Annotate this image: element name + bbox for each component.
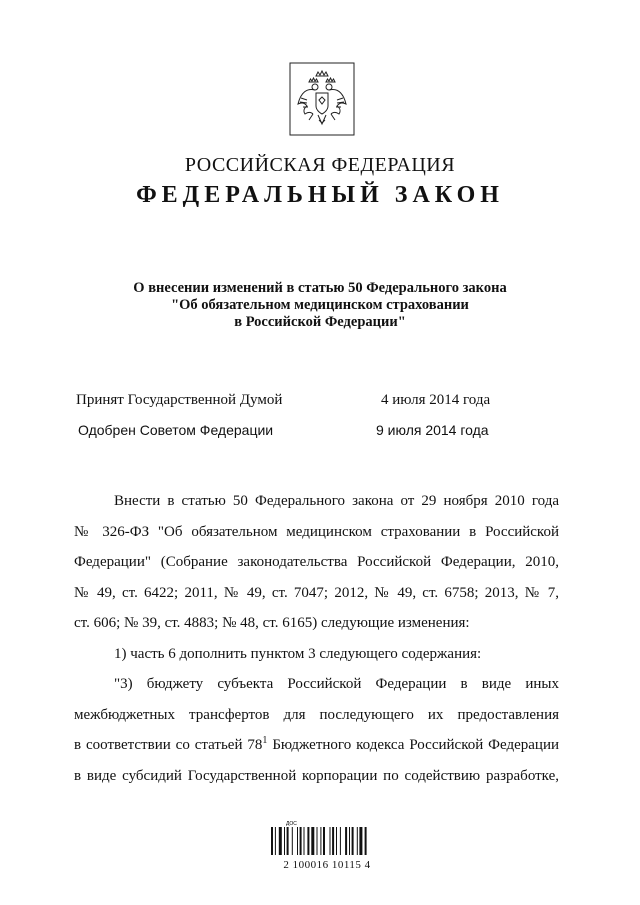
body-line: ст. 606; № 39, ст. 4883; № 48, ст. 6165) следующие изменения: xyxy=(74,615,470,631)
body-line: межбюджетных трансфертов для последующего их предоставления xyxy=(74,706,559,723)
barcode-number: 2 100016 10115 4 xyxy=(283,859,371,871)
body-line: Федерации" (Собрание законодательства Российской Федерации, 2010, xyxy=(74,554,559,570)
barcode-bar xyxy=(345,827,347,855)
barcode-bar xyxy=(287,827,289,855)
superscript-mark: 1 xyxy=(262,735,268,746)
barcode-bar xyxy=(307,827,309,855)
barcode-bar xyxy=(275,827,276,855)
law-title-line: "Об обязательном медицинском страховании xyxy=(171,297,469,313)
body-line-part: Бюджетного кодекса Российской Федерации xyxy=(267,737,559,753)
body-line-part: в соответствии со статьей 78 xyxy=(74,737,263,753)
body-line xyxy=(74,730,559,761)
law-title-line: О внесении изменений в статью 50 Федерального закона xyxy=(133,280,507,296)
barcode-bar xyxy=(304,827,305,855)
barcode-bar xyxy=(300,827,302,855)
law-title xyxy=(0,280,640,331)
barcode-bar xyxy=(336,827,337,855)
body-line: в виде субсидий Государственной корпорации по содействию разработке, xyxy=(74,767,559,784)
barcode-bar xyxy=(297,827,298,855)
barcode-bar xyxy=(284,827,285,855)
barcode-bar xyxy=(349,827,350,855)
body-line: 1) часть 6 дополнить пунктом 3 следующего содержания: xyxy=(114,645,482,662)
barcode-bar xyxy=(365,827,367,855)
body-line: Внести в статью 50 Федерального закона от 29 ноября 2010 года xyxy=(114,493,559,509)
barcode-bar xyxy=(359,827,362,855)
barcode-bar xyxy=(332,827,334,855)
barcode-bar xyxy=(352,827,354,855)
law-title-line: в Российской Федерации" xyxy=(234,314,406,330)
barcode xyxy=(270,820,382,856)
adopted-by-duma-date: 4 июля 2014 года xyxy=(381,392,491,408)
approved-by-council-label: Одобрен Советом Федерации xyxy=(78,422,274,438)
barcode-bar xyxy=(317,827,318,855)
barcode-bar xyxy=(340,827,341,855)
barcode-bar xyxy=(279,827,282,855)
barcode-bar xyxy=(311,827,314,855)
barcode-top-mark: ДОС xyxy=(286,821,297,827)
body-line: "3) бюджету субъекта Российской Федерации в виде иных xyxy=(114,676,559,692)
document-type: ФЕДЕРАЛЬНЫЙ ЗАКОН xyxy=(136,182,504,208)
country-name: РОССИЙСКАЯ ФЕДЕРАЦИЯ xyxy=(184,154,456,176)
barcode-bar xyxy=(357,827,358,855)
body-line: № 326-ФЗ "Об обязательном медицинском страховании в Российской xyxy=(74,523,559,540)
coat-of-arms-emblem xyxy=(289,62,355,136)
adopted-by-duma-label: Принят Государственной Думой xyxy=(76,392,283,408)
law-body-text xyxy=(74,486,559,791)
barcode-bar xyxy=(330,827,331,855)
approved-by-council-date: 9 июля 2014 года xyxy=(376,422,489,438)
barcode-bar xyxy=(320,827,321,855)
barcode-bar xyxy=(323,827,325,855)
body-line: № 49, ст. 6422; 2011, № 49, ст. 7047; 2012, № 49, ст. 6758; 2013, № 7, xyxy=(74,584,559,601)
barcode-bar xyxy=(271,827,273,855)
barcode-bar xyxy=(292,827,293,855)
